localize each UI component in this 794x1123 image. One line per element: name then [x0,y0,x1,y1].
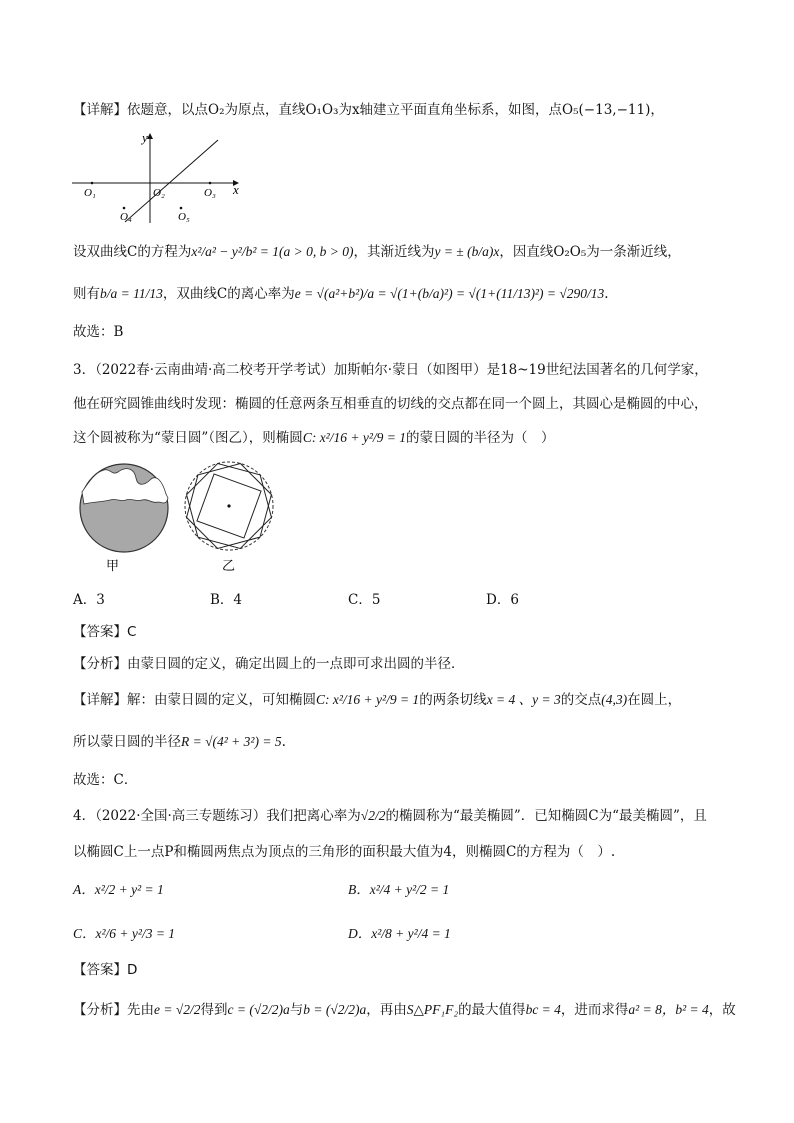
text-segment: 得到 [200,1002,228,1018]
analysis-text: 由蒙日圆的定义，确定出圆上的一点即可求出圆的半径． [127,656,465,672]
q4-line-1 [73,806,707,826]
figure-label-yi: 乙 [222,558,236,573]
math-segment: a² = 8，b² = 4 [628,1002,709,1017]
detail-paragraph-1 [73,100,664,120]
ratio-equation: b/a = 11/13 [100,286,163,301]
q3-line-2: 他在研究圆锥曲线时发现：椭圆的任意两条互相垂直的切线的交点都在同一个圆上，其圆心是椭圆的中心， [73,396,708,412]
text-segment: ，进而求得 [560,1002,629,1018]
tangent-lines: x = 4 、y = 3 [486,692,561,707]
previous-answer: 故选：B [73,324,124,340]
text-segment: 的椭圆称为“最美椭圆”．已知椭圆C为“最美椭圆”，且 [385,808,707,824]
q3-detail [73,690,681,710]
text-segment: 先由 [127,1002,154,1018]
detail-tag: 【详解】 [73,692,127,708]
text-segment: 在圆上， [627,692,682,708]
text-segment: 则有 [73,286,100,302]
point-o2: O₂ [153,187,165,199]
monge-portrait-figure [76,458,176,576]
text-segment: ，再由 [366,1002,407,1018]
q4-answer: 【答案】D [73,962,138,978]
q3-option-d[interactable]: D．6 [486,592,519,608]
figure-label-jia: 甲 [106,558,120,573]
eccentricity-value: √2/2 [360,808,386,823]
text-segment: . [281,734,286,750]
detail-text: 依题意，以点O₂为原点，直线O₁O₃为x轴建立平面直角坐标系，如图，点O₅(−13,−11)， [127,102,664,118]
text-segment: ，故 [708,1002,736,1018]
point-o3: O₃ [204,187,216,199]
q4-option-b[interactable]: B．x²/4 + y²/2 = 1 [348,882,450,897]
text-segment: 设双曲线C的方程为 [73,244,192,260]
q3-final: 故选：C． [73,772,138,788]
text-segment: 这个圆被称为“蒙日圆”（图乙），则椭圆 [73,430,303,446]
text-segment: 的最大值得 [458,1002,526,1018]
math-segment: c = (√2/2)a [227,1002,290,1017]
monge-circle-figure [180,458,280,576]
text-segment: ，双曲线C的离心率为 [162,286,295,302]
text-segment: 的蒙日圆的半径为（ ） [406,430,555,446]
eccentricity-equation: e = √(a²+b²)/a = √(1+(b/a)²) = √(1+(11/13)²) = √290/13 [294,286,605,301]
radius-equation: R = √(4² + 3²) = 5 [181,734,282,749]
point-o4: O₄ [120,211,132,223]
detail-paragraph-2 [73,242,681,262]
q3-answer: 【答案】C [73,624,137,640]
q4-option-a[interactable]: A．x²/2 + y² = 1 [73,882,164,897]
q3-analysis [73,654,465,674]
q3-radius [73,732,286,752]
q4-option-d[interactable]: D．x²/8 + y²/4 = 1 [348,926,451,941]
analysis-tag: 【分析】 [73,656,127,672]
q3-line-3 [73,428,555,448]
math-segment: bc = 4 [525,1002,561,1017]
detail-paragraph-3 [73,284,609,304]
q3-option-c[interactable]: C．5 [348,592,381,608]
ellipse-equation: C: x²/16 + y²/9 = 1 [302,430,406,445]
point-o1: O₁ [84,187,96,199]
analysis-tag: 【分析】 [73,1002,127,1018]
text-segment: 与 [289,1002,304,1018]
asymptote-equation: y = ± (b/a)x [434,244,500,259]
intersection-point: (4,3) [601,692,628,707]
coordinate-figure [70,128,250,228]
math-segment: b = (√2/2)a [303,1002,367,1017]
hyperbola-equation: x²/a² − y²/b² = 1(a > 0, b > 0) [191,244,354,259]
y-axis-label: y [142,130,148,145]
math-segment: e = √2/2 [154,1002,201,1017]
q4-analysis [73,1000,736,1020]
text-segment: ，其渐近线为 [353,244,435,260]
text-segment: 4．（2022·全国·高三专题练习）我们把离心率为 [73,808,361,824]
text-segment: ，因直线O₂O₅为一条渐近线， [499,244,681,260]
x-axis-label: x [233,182,239,197]
point-o5: O₅ [178,211,190,223]
detail-tag: 【详解】 [73,102,127,118]
text-segment: . [604,286,609,302]
q3-option-a[interactable]: A．3 [73,592,105,608]
q3-option-b[interactable]: B．4 [210,592,243,608]
text-segment: 所以蒙日圆的半径 [73,734,181,750]
q3-line-1: 3．（2022春·云南曲靖·高二校考开学考试）加斯帕尔·蒙日（如图甲）是18~19世纪法国著名的几何学家， [73,362,708,378]
text-segment: 的交点 [560,692,602,708]
q4-option-c[interactable]: C．x²/6 + y²/3 = 1 [73,926,176,941]
text-segment: 的两条切线 [419,692,487,708]
ellipse-equation: C: x²/16 + y²/9 = 1 [316,692,420,707]
q4-line-2: 以椭圆C上一点P和椭圆两焦点为顶点的三角形的面积最大值为4，则椭圆C的方程为（ ）. [73,844,616,860]
text-segment: 解：由蒙日圆的定义，可知椭圆 [127,692,316,708]
asymptote-line [125,140,218,222]
math-segment: S△PF₁F₂ [406,1002,459,1017]
